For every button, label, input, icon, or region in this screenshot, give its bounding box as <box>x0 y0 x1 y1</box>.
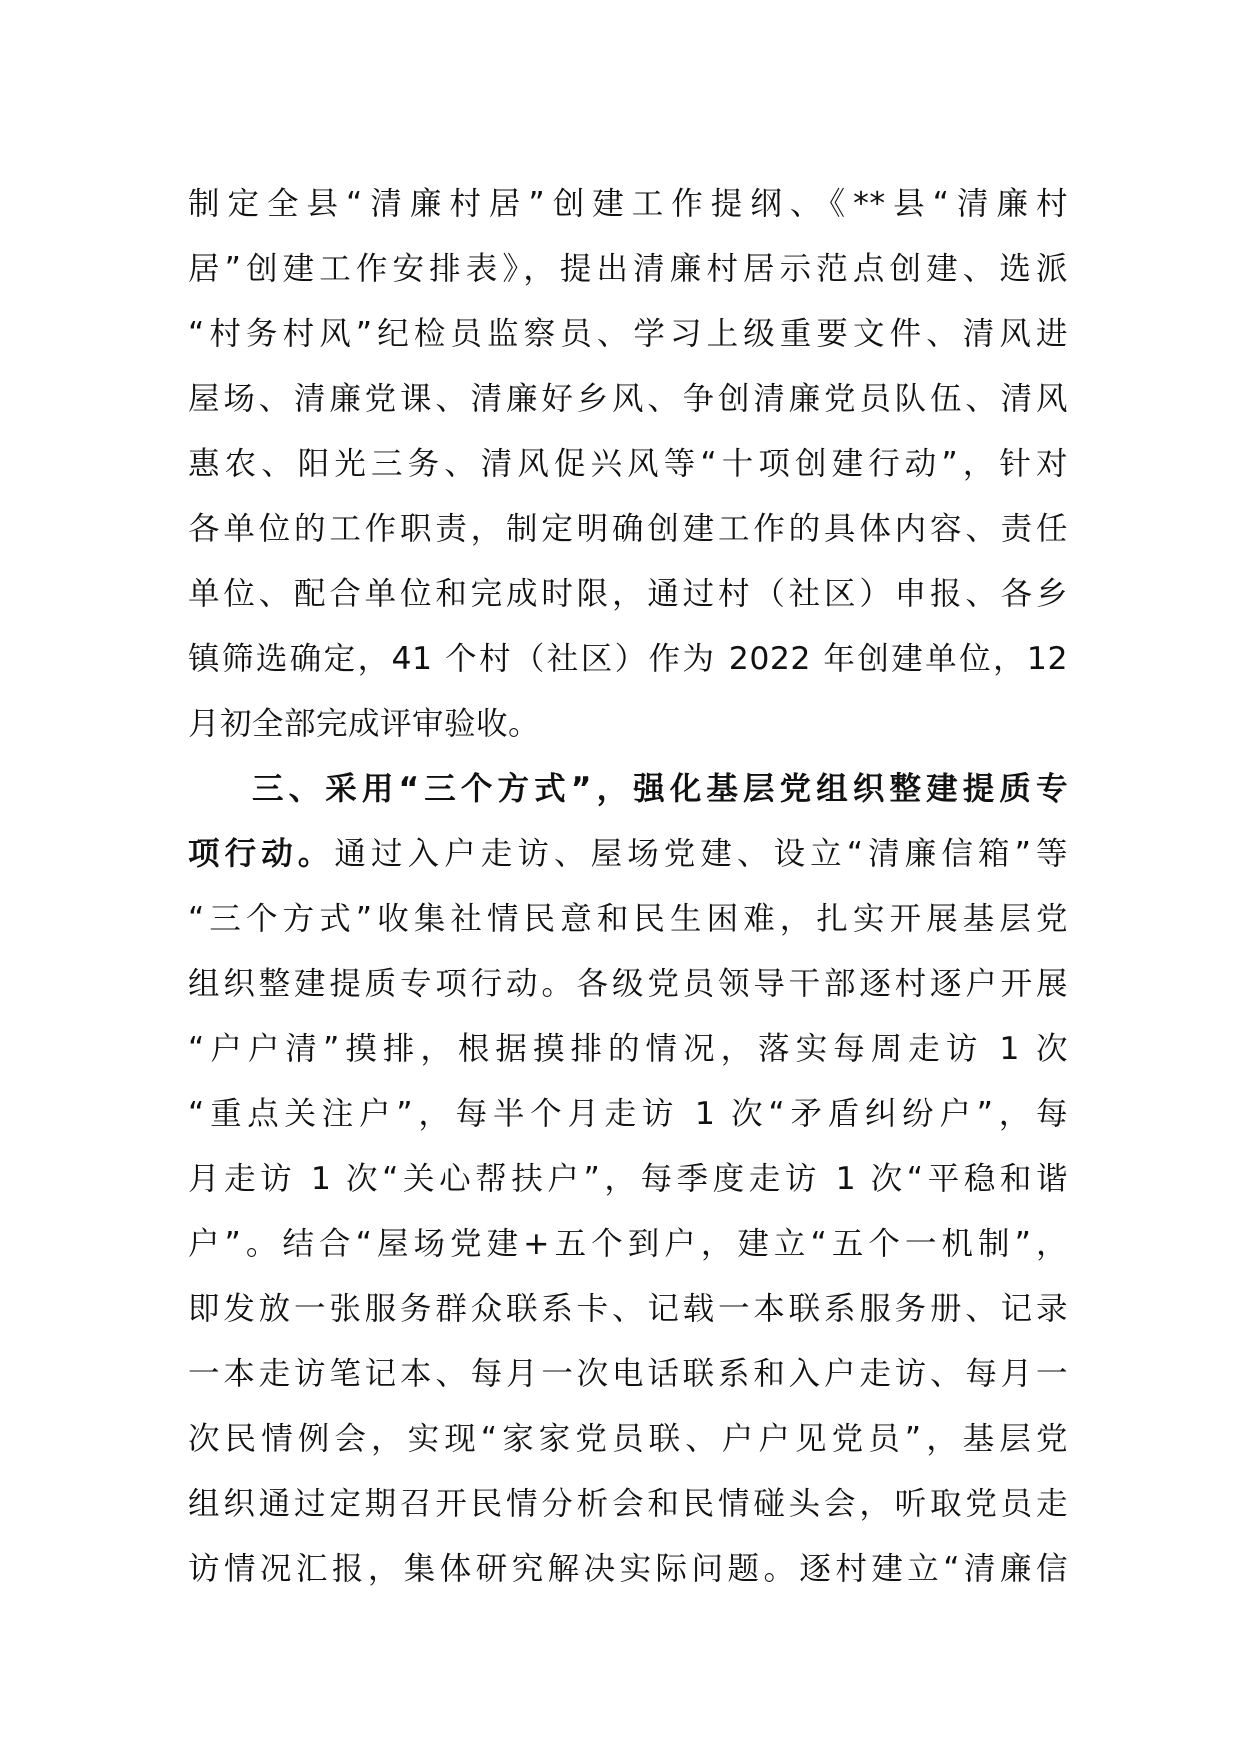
paragraph-2-line-8: 一本走访笔记本、每月一次电话联系和入户走访、每月一 <box>188 1356 1068 1392</box>
paragraph-1-line-4: 屋场、清廉党课、清廉好乡风、争创清廉党员队伍、清风 <box>188 381 1068 417</box>
paragraph-2-line-4: “重点关注户”，每半个月走访 1 次“矛盾纠纷户”，每 <box>188 1096 1068 1132</box>
paragraph-1-line-5: 惠农、阳光三务、清风促兴风等“十项创建行动”，针对 <box>188 446 1069 482</box>
paragraph-1-line-2: 居”创建工作安排表》，提出清廉村居示范点创建、选派 <box>188 251 1068 287</box>
paragraph-2-line-5: 月走访 1 次“关心帮扶户”，每季度走访 1 次“平稳和谐 <box>188 1161 1068 1197</box>
paragraph-2-line-1: “三个方式”收集社情民意和民生困难，扎实开展基层党 <box>188 901 1068 937</box>
section-heading-line-2-rest: 通过入户走访、屋场党建、设立“清廉信箱”等 <box>334 836 1068 872</box>
paragraph-1-line-1: 制定全县“清廉村居”创建工作提纲、《**县“清廉村 <box>188 186 1068 222</box>
paragraph-2-line-2: 组织整建提质专项行动。各级党员领导干部逐村逐户开展 <box>188 966 1068 1002</box>
section-heading-bold-end: 项行动。 <box>188 836 335 872</box>
paragraph-2-line-6: 户”。结合“屋场党建+五个到户，建立“五个一机制”， <box>188 1226 1068 1262</box>
section-heading-line-1: 三、采用“三个方式”，强化基层党组织整建提质专 <box>252 771 1068 807</box>
paragraph-2-line-10: 组织通过定期召开民情分析会和民情碰头会，听取党员走 <box>188 1486 1068 1522</box>
paragraph-1-line-6: 各单位的工作职责，制定明确创建工作的具体内容、责任 <box>188 511 1068 547</box>
paragraph-2-line-7: 即发放一张服务群众联系卡、记载一本联系服务册、记录 <box>188 1291 1068 1327</box>
paragraph-1-line-3: “村务村风”纪检员监察员、学习上级重要文件、清风进 <box>188 316 1068 352</box>
paragraph-1-line-7: 单位、配合单位和完成时限，通过村（社区）申报、各乡 <box>188 576 1068 612</box>
document-body <box>188 172 1068 1602</box>
paragraph-1-line-8: 镇筛选确定，41 个村（社区）作为 2022 年创建单位，12 <box>188 641 1068 677</box>
paragraph-2-line-3: “户户清”摸排，根据摸排的情况，落实每周走访 1 次 <box>188 1031 1068 1067</box>
paragraph-2-line-9: 次民情例会，实现“家家党员联、户户见党员”，基层党 <box>188 1421 1068 1457</box>
paragraph-2-line-11: 访情况汇报，集体研究解决实际问题。逐村建立“清廉信 <box>188 1551 1068 1587</box>
section-heading-line-2 <box>188 822 1068 887</box>
paragraph-1-line-9: 月初全部完成评审验收。 <box>188 706 541 742</box>
